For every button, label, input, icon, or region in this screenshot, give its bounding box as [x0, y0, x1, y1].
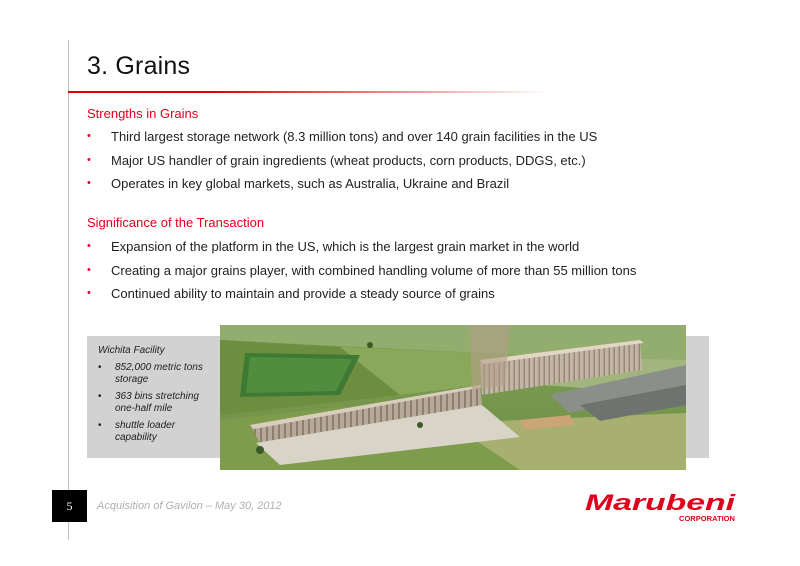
bullet-text: Operates in key global markets, such as Australia, Ukraine and Brazil	[111, 176, 510, 191]
bullet-item	[87, 128, 597, 152]
bullet-item	[87, 262, 636, 286]
section-heading-strengths: Strengths in Grains	[87, 106, 199, 121]
facility-item	[98, 420, 213, 444]
bullet-dot: •	[87, 240, 91, 252]
significance-bullet-list	[87, 238, 636, 309]
bullet-dot: •	[87, 177, 91, 189]
bullet-dot: •	[98, 362, 102, 373]
svg-text:Marubeni: Marubeni	[585, 493, 737, 515]
bullet-item	[87, 285, 636, 309]
title-underline	[68, 91, 548, 93]
slide-title: 3. Grains	[87, 52, 191, 80]
bullet-dot: •	[87, 153, 91, 166]
facility-caption	[98, 345, 213, 449]
facility-title: Wichita Facility	[98, 345, 165, 356]
facility-item-text: 363 bins stretching one-half mile	[115, 391, 199, 414]
bullet-text: Major US handler of grain ingredients (wheat products, corn products, DDGS, etc.)	[111, 152, 586, 168]
bullet-dot: •	[98, 391, 102, 402]
bullet-item	[87, 175, 597, 199]
strengths-bullet-list	[87, 128, 597, 199]
bullet-dot: •	[98, 420, 102, 431]
page-number: 5	[52, 490, 87, 522]
facility-item	[98, 362, 213, 386]
facility-item-text: shuttle loader capability	[115, 420, 176, 443]
marubeni-logo	[583, 493, 738, 523]
bullet-dot: •	[87, 287, 91, 299]
facility-item	[98, 391, 213, 415]
svg-text:CORPORATION: CORPORATION	[679, 516, 735, 523]
bullet-item	[87, 238, 636, 262]
wichita-facility-aerial-photo	[220, 325, 686, 470]
section-heading-significance: Significance of the Transaction	[87, 215, 265, 230]
bullet-text: Creating a major grains player, with combined handling volume of more than 55 million tons	[111, 262, 637, 278]
bullet-item	[87, 152, 597, 176]
bullet-dot: •	[87, 130, 91, 142]
facility-list	[98, 362, 213, 444]
facility-item-text: 852,000 metric tons storage	[115, 362, 203, 385]
bullet-dot: •	[87, 263, 91, 276]
bullet-text: Continued ability to maintain and provide a steady source of grains	[111, 286, 495, 301]
bullet-text: Third largest storage network (8.3 million tons) and over 140 grain facilities in the US	[111, 129, 598, 144]
left-vertical-rule	[68, 40, 69, 540]
bullet-text: Expansion of the platform in the US, which is the largest grain market in the world	[111, 239, 580, 254]
footer-text: Acquisition of Gavilon – May 30, 2012	[97, 500, 282, 512]
